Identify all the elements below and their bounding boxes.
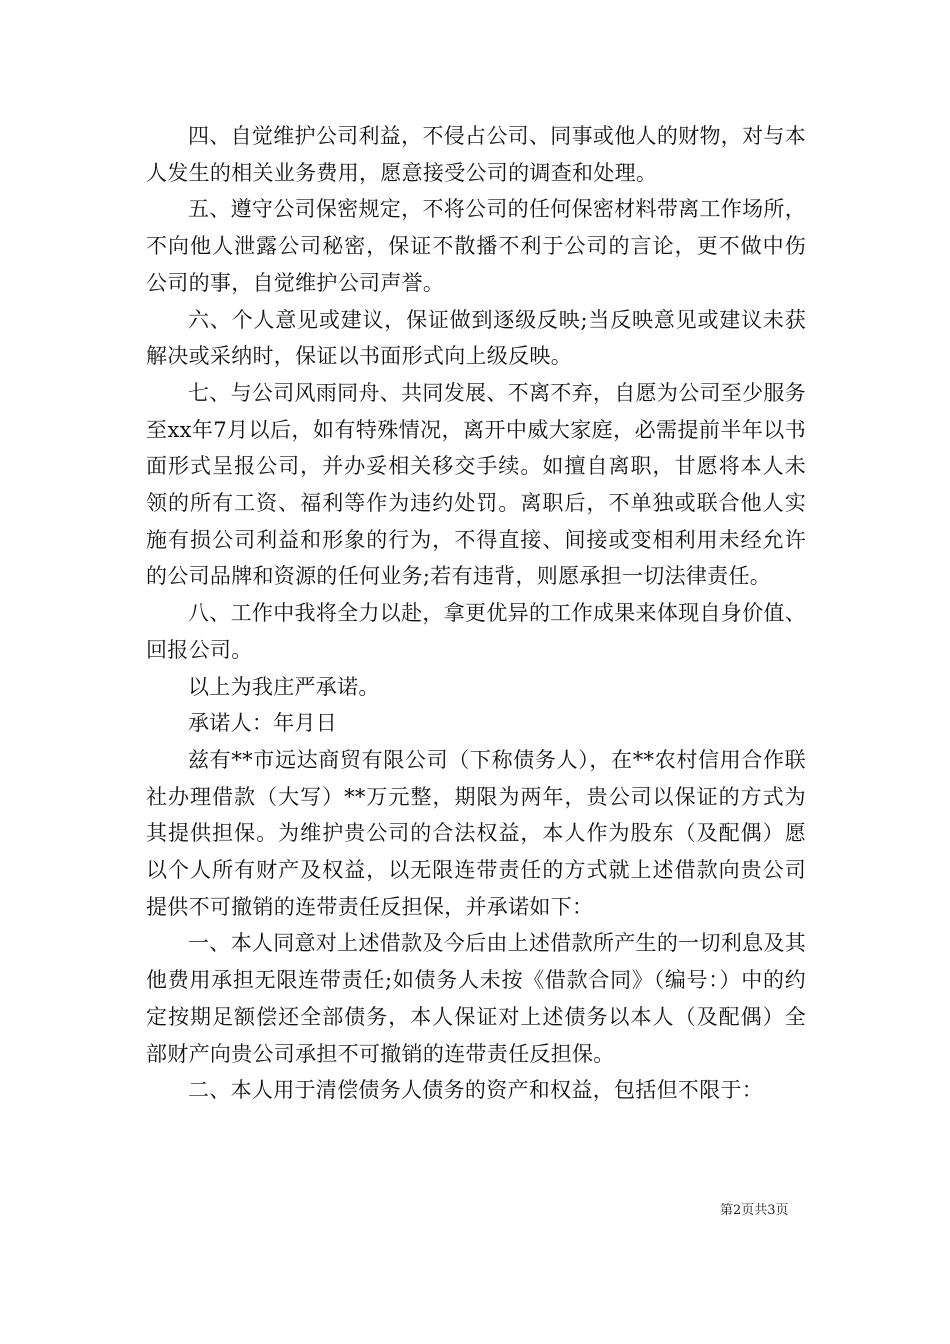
paragraph-item-7: 七、与公司风雨同舟、共同发展、不离不弃，自愿为公司至少服务至xx年7月以后，如有特殊情况，离开中威大家庭，必需提前半年以书面形式呈报公司，并办妥相关移交手续。如擅自离职，甘愿将本人未领的所有工资、福利等作为违约处罚。离职后，不单独或联合他人实施有损公司利益和形象的行为，不得直接、间接或变相利用未经允许的公司品牌和资源的任何业务;若有违背，则愿承担一切法律责任。 [146, 380, 806, 589]
paragraph-item-6: 六、个人意见或建议，保证做到逐级反映;当反映意见或建议未获解决或采纳时，保证以书面形式向上级反映。 [146, 307, 806, 369]
document-body [146, 118, 806, 1109]
paragraph-item-4: 四、自觉维护公司利益，不侵占公司、同事或他人的财物，对与本人发生的相关业务费用，愿意接受公司的调查和处理。 [146, 124, 806, 185]
guarantee-item-2: 二、本人用于清偿债务人债务的资产和权益，包括但不限于： [188, 1078, 764, 1103]
guarantee-intro-paragraph: 兹有**市远达商贸有限公司（下称债务人），在**农村信用合作联社办理借款（大写）**万元整，期限为两年，贵公司以保证的方式为其提供担保。为维护贵公司的合法权益，本人作为股东（及配偶）愿以个人所有财产及权益，以无限连带责任的方式就上述借款向贵公司提供不可撤销的连带责任反担保，并承诺如下： [146, 747, 806, 919]
signature-line: 承诺人：年月日 [188, 711, 338, 736]
page-number: 第2页共3页 [720, 1203, 789, 1218]
guarantee-item-1: 一、本人同意对上述借款及今后由上述借款所产生的一切利息及其他费用承担无限连带责任;如债务人未按《借款合同》（编号：）中的约定按期足额偿还全部债务，本人保证对上述债务以本人（及配偶）全部财产向贵公司承担不可撤销的连带责任反担保。 [146, 931, 806, 1066]
paragraph-item-5: 五、遵守公司保密规定，不将公司的任何保密材料带离工作场所，不向他人泄露公司秘密，保证不散播不利于公司的言论，更不做中伤公司的事，自觉维护公司声誉。 [146, 197, 806, 295]
paragraph-item-8: 八、工作中我将全力以赴，拿更优异的工作成果来体现自身价值、回报公司。 [146, 601, 806, 662]
pledge-statement: 以上为我庄严承诺。 [188, 674, 380, 699]
